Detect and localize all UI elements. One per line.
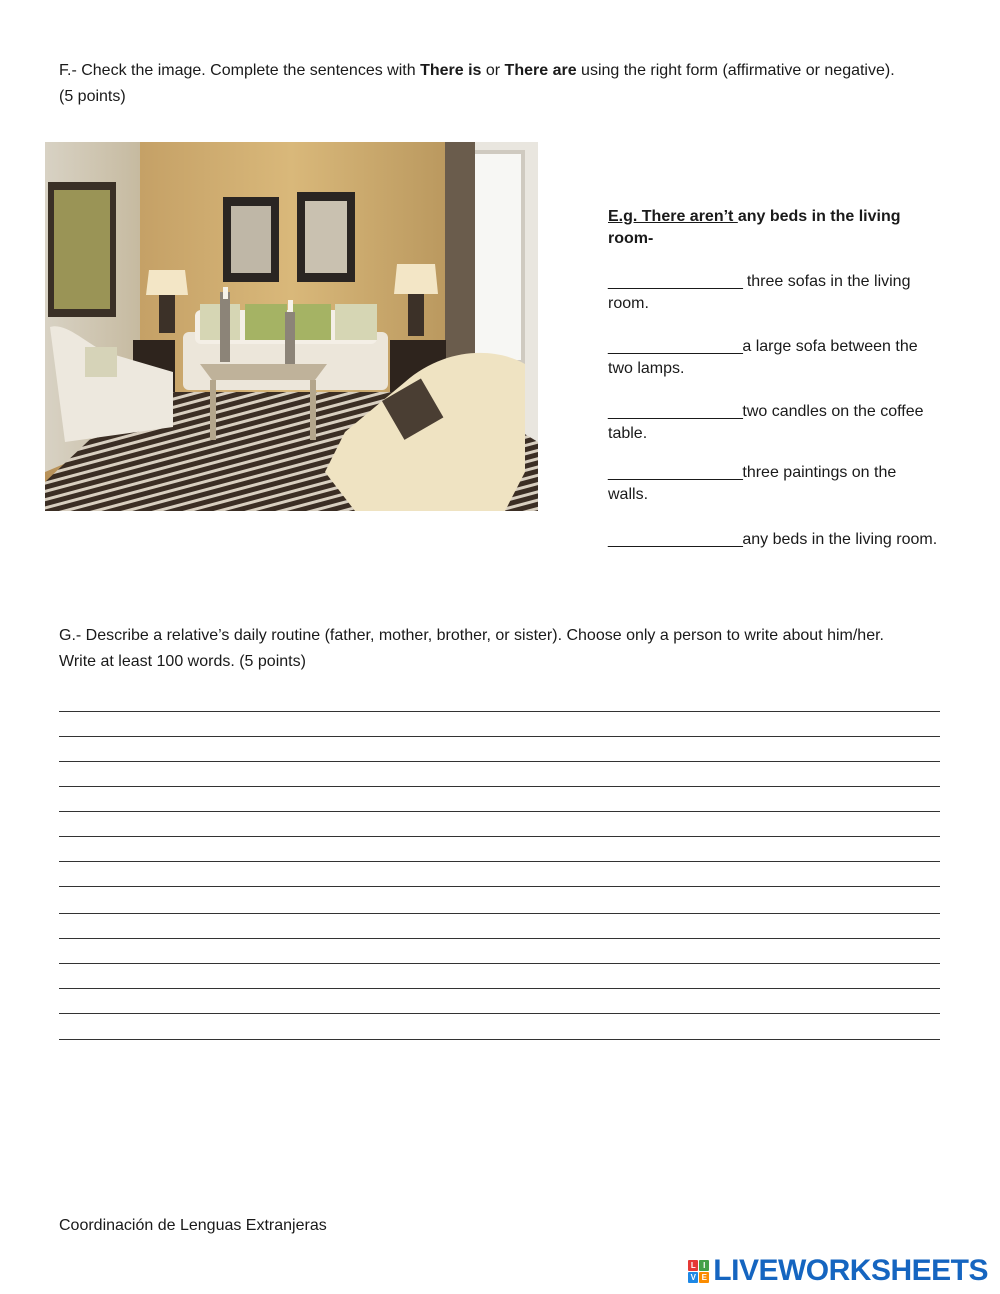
exercise-item-4 bbox=[608, 462, 938, 506]
writing-line[interactable] bbox=[59, 886, 940, 887]
section-g-instructions bbox=[59, 623, 959, 675]
instr-text: F.- Check the image. Complete the sentences with bbox=[59, 62, 421, 79]
answer-blank[interactable]: ________________ bbox=[608, 273, 743, 290]
writing-line[interactable] bbox=[59, 736, 940, 737]
writing-line[interactable] bbox=[59, 836, 940, 837]
writing-line[interactable] bbox=[59, 963, 940, 964]
instr-bold-there-are: There are bbox=[504, 62, 577, 79]
exercise-item-3 bbox=[608, 401, 938, 445]
exercise-item-5 bbox=[608, 529, 938, 551]
answer-blank[interactable]: ________________ bbox=[608, 403, 743, 420]
item-text: three sofas in the living room. bbox=[608, 273, 911, 312]
exercise-item-2 bbox=[608, 336, 938, 380]
example-rest: any beds in the living room- bbox=[608, 208, 901, 247]
section-g-line-2: Write at least 100 words. (5 points) bbox=[59, 653, 306, 670]
instr-text: or bbox=[481, 62, 505, 79]
writing-line[interactable] bbox=[59, 938, 940, 939]
writing-line[interactable] bbox=[59, 913, 940, 914]
instr-bold-there-is: There is bbox=[420, 62, 482, 79]
writing-line[interactable] bbox=[59, 861, 940, 862]
footer-text: Coordinación de Lenguas Extranjeras bbox=[59, 1217, 327, 1234]
logo-text: LIVEWORKSHEETS bbox=[713, 1254, 988, 1287]
answer-blank[interactable]: ________________ bbox=[608, 464, 743, 481]
section-f-instructions bbox=[59, 58, 959, 110]
logo-mark-icon: L I V E bbox=[688, 1260, 709, 1283]
answer-blank[interactable]: ________________ bbox=[608, 338, 743, 355]
writing-line[interactable] bbox=[59, 761, 940, 762]
section-f-line bbox=[59, 58, 959, 84]
item-text: any beds in the living room. bbox=[742, 531, 938, 548]
answer-blank[interactable]: ________________ bbox=[608, 531, 743, 548]
writing-line[interactable] bbox=[59, 1013, 940, 1014]
item-text: two candles on the coffee table. bbox=[608, 403, 924, 442]
writing-line[interactable] bbox=[59, 811, 940, 812]
writing-line[interactable] bbox=[59, 786, 940, 787]
example-underlined: E.g. There aren’t bbox=[608, 208, 738, 225]
example-sentence bbox=[608, 206, 938, 250]
writing-line[interactable] bbox=[59, 1039, 940, 1040]
section-f-points: (5 points) bbox=[59, 88, 126, 105]
item-text: a large sofa between the two lamps. bbox=[608, 338, 918, 377]
liveworksheets-logo[interactable] bbox=[688, 1254, 988, 1288]
section-g-line-1: G.- Describe a relative’s daily routine (father, mother, brother, or sister). Choose only a person to write about him/her. bbox=[59, 627, 884, 644]
exercise-item-1 bbox=[608, 271, 938, 315]
writing-line[interactable] bbox=[59, 988, 940, 989]
writing-line[interactable] bbox=[59, 711, 940, 712]
living-room-photo bbox=[45, 142, 538, 511]
item-text: three paintings on the walls. bbox=[608, 464, 897, 503]
instr-text: using the right form (affirmative or negative). bbox=[576, 62, 895, 79]
